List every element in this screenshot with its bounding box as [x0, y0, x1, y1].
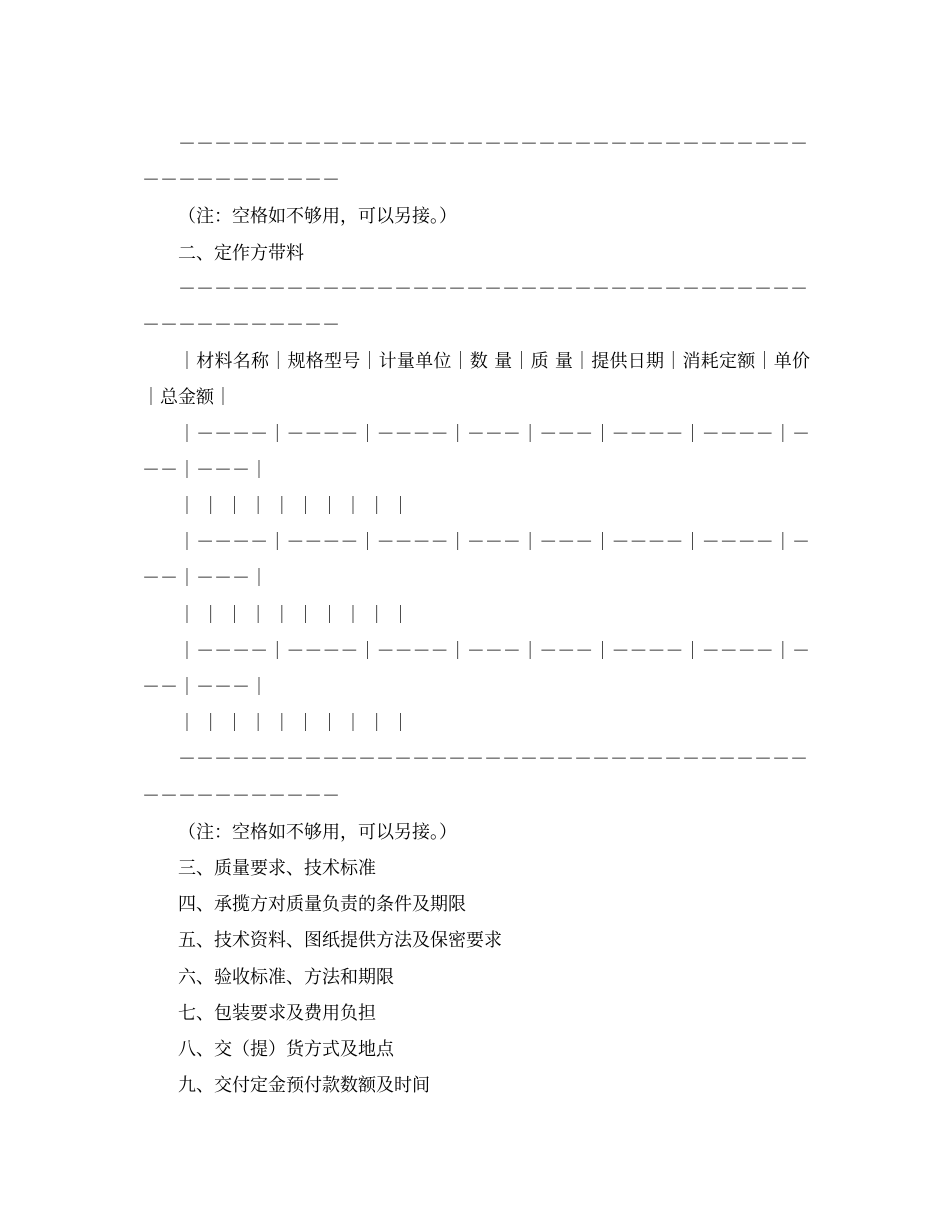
section-heading-2: 二、定作方带料	[178, 242, 304, 264]
separator-line: －－－－－－－－－－－－－－－－－－－－－－－－－－－－－－－－－－－－－－－－－－－－－－	[142, 134, 808, 192]
section-heading-5: 五、技术资料、图纸提供方法及保密要求	[178, 930, 502, 952]
table-header-row: ｜材料名称｜规格型号｜计量单位｜数 量｜质 量｜提供日期｜消耗定额｜单价｜总金额｜	[142, 351, 810, 409]
table-divider-row: ｜－－－－｜－－－－｜－－－－｜－－－｜－－－｜－－－－｜－－－－｜－－－｜－－－｜	[142, 532, 810, 590]
section-heading-9: 九、交付定金预付款数额及时间	[178, 1075, 430, 1097]
section-heading-3: 三、质量要求、技术标准	[178, 858, 376, 880]
table-divider-row: ｜－－－－｜－－－－｜－－－－｜－－－｜－－－｜－－－－｜－－－－｜－－－｜－－－｜	[142, 423, 810, 481]
table-empty-row: ｜ ｜ ｜ ｜ ｜ ｜ ｜ ｜ ｜ ｜	[178, 713, 410, 735]
section-heading-7: 七、包装要求及费用负担	[178, 1002, 376, 1024]
table-divider-row: ｜－－－－｜－－－－｜－－－－｜－－－｜－－－｜－－－－｜－－－－｜－－－｜－－－｜	[142, 640, 810, 699]
separator-line: －－－－－－－－－－－－－－－－－－－－－－－－－－－－－－－－－－－－－－－－－－－－－－	[142, 278, 808, 337]
table-empty-row: ｜ ｜ ｜ ｜ ｜ ｜ ｜ ｜ ｜ ｜	[178, 604, 410, 626]
separator-line: －－－－－－－－－－－－－－－－－－－－－－－－－－－－－－－－－－－－－－－－－－－－－－	[142, 749, 808, 807]
section-heading-4: 四、承揽方对质量负责的条件及期限	[178, 894, 466, 916]
note-text: （注：空格如不够用，可以另接。）	[178, 821, 457, 843]
section-heading-8: 八、交（提）货方式及地点	[178, 1039, 394, 1061]
section-heading-6: 六、验收标准、方法和期限	[178, 966, 394, 988]
table-empty-row: ｜ ｜ ｜ ｜ ｜ ｜ ｜ ｜ ｜ ｜	[178, 496, 410, 518]
note-text: （注：空格如不够用，可以另接。）	[178, 206, 457, 228]
document-body	[142, 127, 810, 1104]
